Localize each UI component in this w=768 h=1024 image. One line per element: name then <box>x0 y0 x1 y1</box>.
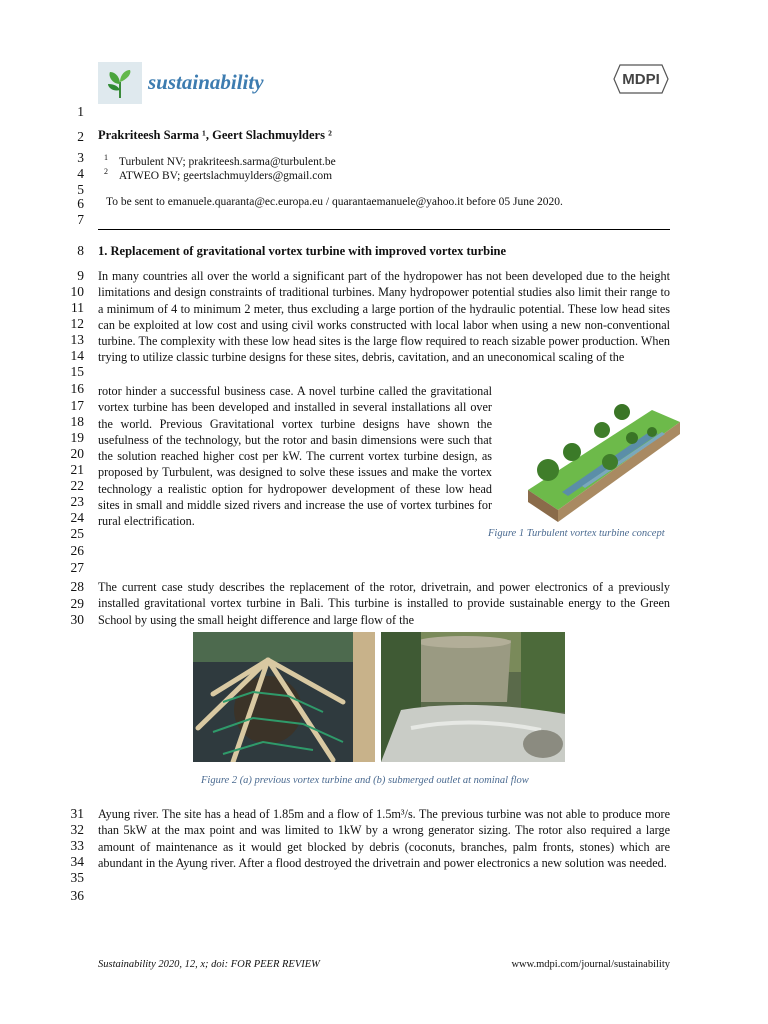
line-number: 3 <box>77 150 84 165</box>
line-number: 36 <box>70 888 84 903</box>
line-number: 23 <box>70 494 84 509</box>
affiliation-1 <box>104 153 336 168</box>
line-number: 26 <box>70 543 84 558</box>
affiliation-number: 1 <box>104 153 108 162</box>
header-rule <box>98 229 670 230</box>
line-number: 12 <box>70 316 84 331</box>
line-number: 25 <box>70 526 84 541</box>
line-number: 8 <box>77 243 84 258</box>
line-number: 17 <box>70 398 84 413</box>
author-list: Prakriteesh Sarma ¹, Geert Slachmuylders ² <box>98 128 332 142</box>
figure-1-image <box>502 392 692 526</box>
mdpi-logo <box>612 62 670 96</box>
line-number: 31 <box>70 806 84 821</box>
line-number: 16 <box>70 381 84 396</box>
figure-1-caption: Figure 1 Turbulent vortex turbine concept <box>488 528 665 539</box>
line-number: 6 <box>77 196 84 211</box>
paragraph-1: In many countries all over the world a significant part of the hydropower has not been developed due to the height limitations and design constraints of traditional turbines. Many hydropower potential studies also limit their range to a minimum of 4 to minimum 2 meter, thus excluding a large portion of the hydraulic potential. These low head sites can be exploited at low cost and using civil works constructed with local labor when using a new non-conventional turbine. The complexity with these low head sites is the large flow required to reach sizable power production. When trying to utilize classic turbine designs for these sites, debris, cavitation, and an uneconomical scaling of the <box>98 269 670 365</box>
line-number: 19 <box>70 430 84 445</box>
affiliation-text: Turbulent NV; prakriteesh.sarma@turbulent.be <box>118 155 336 168</box>
line-number: 20 <box>70 446 84 461</box>
line-number: 2 <box>77 129 84 144</box>
footer-citation: Sustainability 2020, 12, x; doi: FOR PEER REVIEW <box>98 959 320 970</box>
line-number: 21 <box>70 462 84 477</box>
line-number: 4 <box>77 166 84 181</box>
submission-note: To be sent to emanuele.quaranta@ec.europa.eu / quarantaemanuele@yahoo.it before 05 June 2020. <box>106 196 563 208</box>
paragraph-3: Ayung river. The site has a head of 1.85m and a flow of 1.5m³/s. The previous turbine was not able to produce more than 5kW at the max point and was limited to 1kW by a wrong generator sizing. The rotor also required a large amount of maintenance as it would get blocked by debris (coconuts, branches, palm fronts, stones) which are abundant in the Ayung river. After a flood destroyed the drivetrain and power electronics a new solution was needed. <box>98 807 670 870</box>
line-number: 18 <box>70 414 84 429</box>
affiliation-2 <box>104 167 332 182</box>
affiliation-number: 2 <box>104 167 108 176</box>
paragraph-2: The current case study describes the replacement of the rotor, drivetrain, and power electronics of a previously installed gravitational vortex turbine in Bali. This turbine is installed to provide sustainable energy to the Green School by using the small height difference and large flow of the <box>98 580 670 627</box>
section-heading: 1. Replacement of gravitational vortex turbine with improved vortex turbine <box>98 244 507 258</box>
line-number: 33 <box>70 838 84 853</box>
line-number: 29 <box>70 596 84 611</box>
footer-url[interactable]: www.mdpi.com/journal/sustainability <box>511 959 670 970</box>
figure-2b-image <box>381 632 565 762</box>
mdpi-logo-text: MDPI <box>622 71 660 88</box>
paragraph-1-wrap: rotor hinder a successful business case. A novel turbine called the gravitational vortex turbine has been developed and installed in several installations all over the world. Previous Gravitational vortex turbine designs have shown the usefulness of the technology, but the rotor and basin dimensions were such that the solution reached higher cost per kW. The current vortex turbine design, as proposed by Turbulent, was designed to solve these issues and make the vortex technology a realistic option for hydropower development of these low head sites in small and middle sized rivers and increase the use of vortex turbines for rural electrification. <box>98 384 492 529</box>
line-number: 32 <box>70 822 84 837</box>
line-number: 35 <box>70 870 84 885</box>
line-number: 14 <box>70 348 84 363</box>
line-number: 24 <box>70 510 84 525</box>
line-number: 28 <box>70 579 84 594</box>
journal-logo <box>98 62 142 104</box>
journal-name: sustainability <box>148 70 264 94</box>
line-number: 10 <box>70 284 84 299</box>
leaf-icon <box>98 62 142 104</box>
line-number: 27 <box>70 560 84 575</box>
line-number: 34 <box>70 854 84 869</box>
figure-2a-image <box>193 632 375 762</box>
line-number: 13 <box>70 332 84 347</box>
mdpi-hexagon-icon <box>612 62 670 96</box>
line-number: 22 <box>70 478 84 493</box>
line-number: 5 <box>77 182 84 197</box>
line-number: 30 <box>70 612 84 627</box>
affiliation-text: ATWEO BV; geertslachmuylders@gmail.com <box>118 169 333 182</box>
line-number: 11 <box>71 300 84 315</box>
line-number: 9 <box>77 268 84 283</box>
figure-2-caption: Figure 2 (a) previous vortex turbine and (b) submerged outlet at nominal flow <box>201 775 529 786</box>
line-number: 15 <box>70 364 84 379</box>
line-number: 7 <box>77 212 84 227</box>
line-number: 1 <box>77 104 84 119</box>
